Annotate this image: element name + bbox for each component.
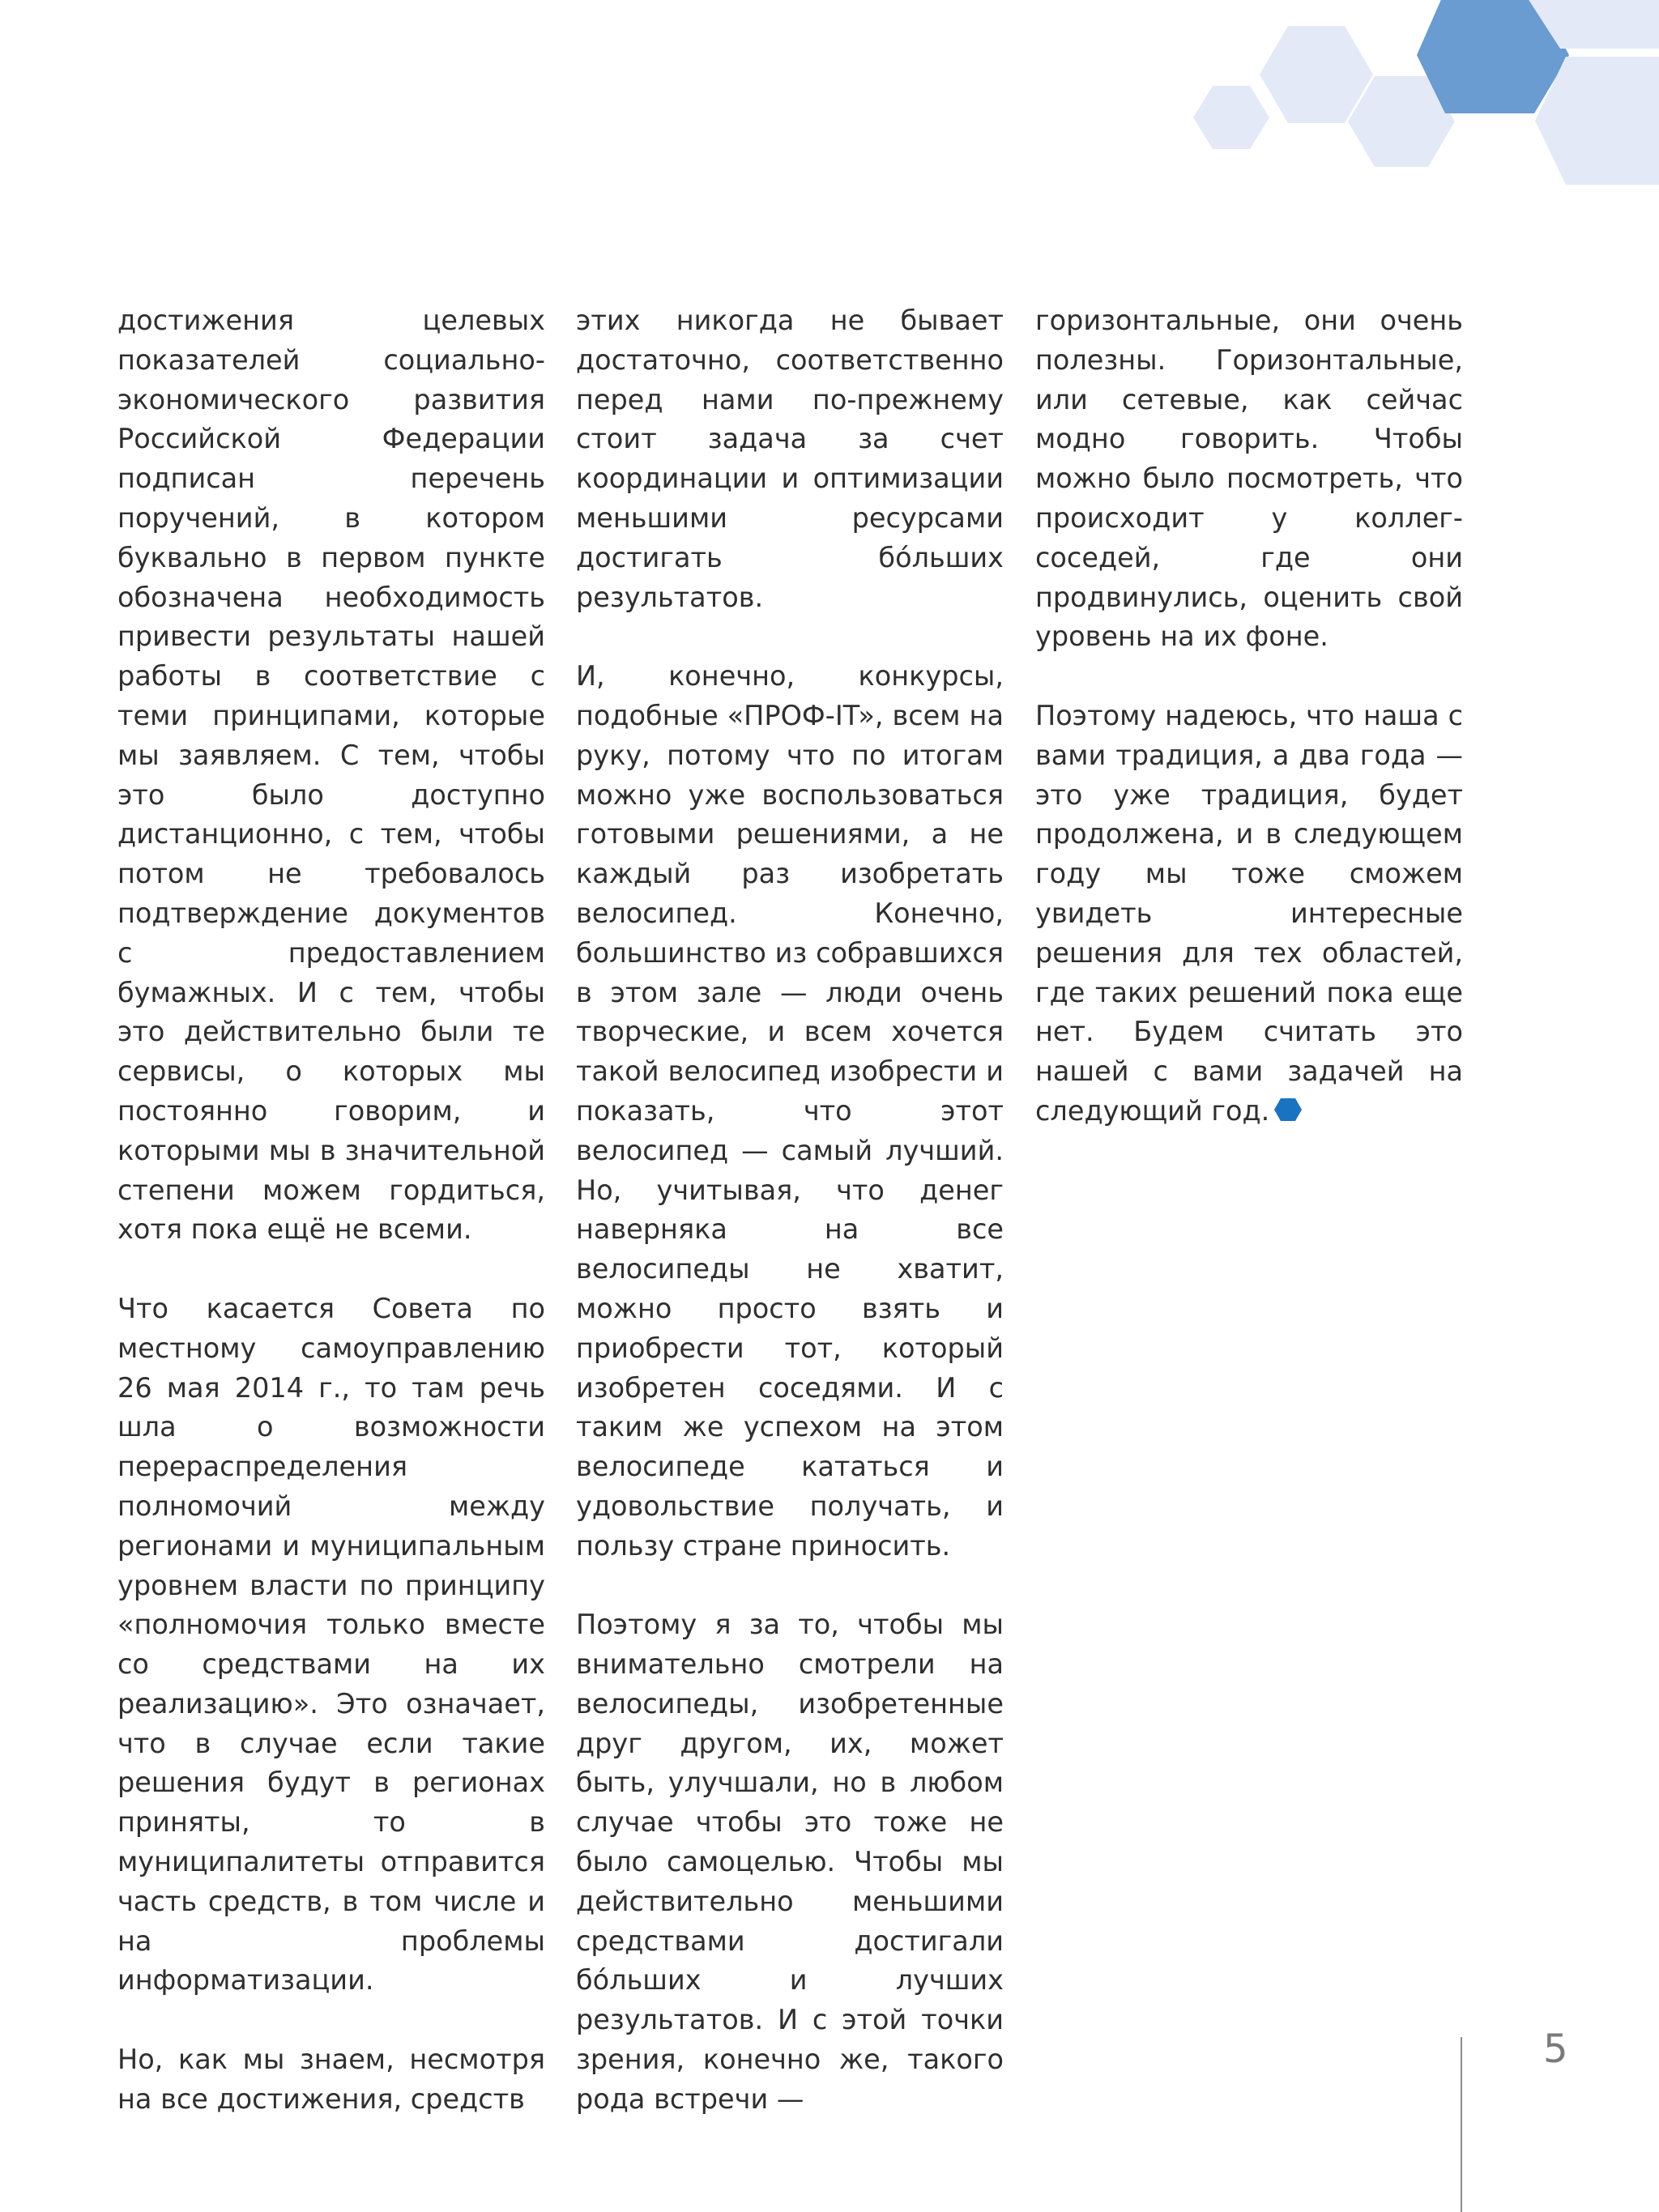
text-column-2 — [576, 301, 1004, 2120]
text-column-3 — [1035, 301, 1463, 1132]
paragraph: достижения целевых показателей социально-экономического развития Российской Федерации подписан перечень поручений, в котором буквально в первом пункте обозначена необходимость привести результаты нашей работы в соответствие с теми принципами, которые мы заявляем. С тем, чтобы это было доступно дистанционно, с тем, чтобы потом не требовалось подтверждение документов с предоставлением бумажных. И с тем, чтобы это действительно были те сервисы, о которых мы постоянно говорим, и которыми мы в значительной степени можем гордиться, хотя пока ещё не всеми. — [117, 305, 545, 1246]
page-divider — [1461, 2037, 1462, 2212]
paragraph: Поэтому я за то, чтобы мы внимательно смотрели на велосипеды, изобретенные друг другом, их, может быть, улучшали, но в любом случае чтобы это тоже не было самоцелью. Чтобы мы действительно меньшими средствами достигали бóльших и лучших результатов. И с этой точки зрения, конечно же, такого рода встречи — — [576, 1609, 1004, 2115]
paragraph: горизонтальные, они очень полезны. Горизонтальные, или сетевые, как сейчас модно говорить. Чтобы можно было посмотреть, что происходит у коллег-соседей, где они продвинулись, оценить свой уровень на их фоне. — [1035, 305, 1463, 653]
paragraph-with-end-mark — [1035, 697, 1463, 1132]
paragraph: этих никогда не бывает достаточно, соответственно перед нами по-прежнему стоит задача за счет координации и оптимизации меньшими ресурсами достигать бóльших результатов. — [576, 305, 1004, 613]
paragraph: Что касается Совета по местному самоуправлению 26 мая 2014 г., то там речь шла о возможности перераспределения полномочий между регионами и муниципальным уровнем власти по принципу «полномочия только вместе со средствами на их реализацию». Это означает, что в случае если такие решения будут в регионах приняты, то в муниципалитеты отправится часть средств, в том числе и на проблемы информатизации. — [117, 1292, 545, 1997]
paragraph: И, конечно, конкурсы, подобные «ПРОФ-IT», всем на руку, потому что по итогам можно уже воспользоваться готовыми решениями, а не каждый раз изобретать велосипед. Конечно, большинство из собравшихся в этом зале — люди очень творческие, и всем хочется такой велосипед изобрести и показать, что этот велосипед — самый лучший. Но, учитывая, что денег наверняка на все велосипеды не хватит, можно просто взять и приобрести тот, который изобретен соседями. И с таким же успехом на этом велосипеде кататься и удовольствие получать, и пользу стране приносить. — [576, 660, 1004, 1562]
hexagon-shape — [1193, 86, 1269, 149]
paragraph-text: Поэтому надеюсь, что наша с вами традиция, а два года — это уже традиция, будет продолжена, и в следующем году мы тоже сможем увидеть интересные решения для тех областей, где таких решений пока еще нет. Будем считать это нашей с вами задачей на следующий год. — [1035, 699, 1463, 1127]
paragraph: Но, как мы знаем, несмотря на все достижения, средств — [117, 2044, 545, 2115]
text-column-1 — [117, 301, 545, 2120]
hexagon-cluster-icon — [1183, 0, 1659, 194]
hexagon-bullet-icon — [1274, 1097, 1302, 1122]
page-number: 5 — [1543, 2027, 1568, 2072]
